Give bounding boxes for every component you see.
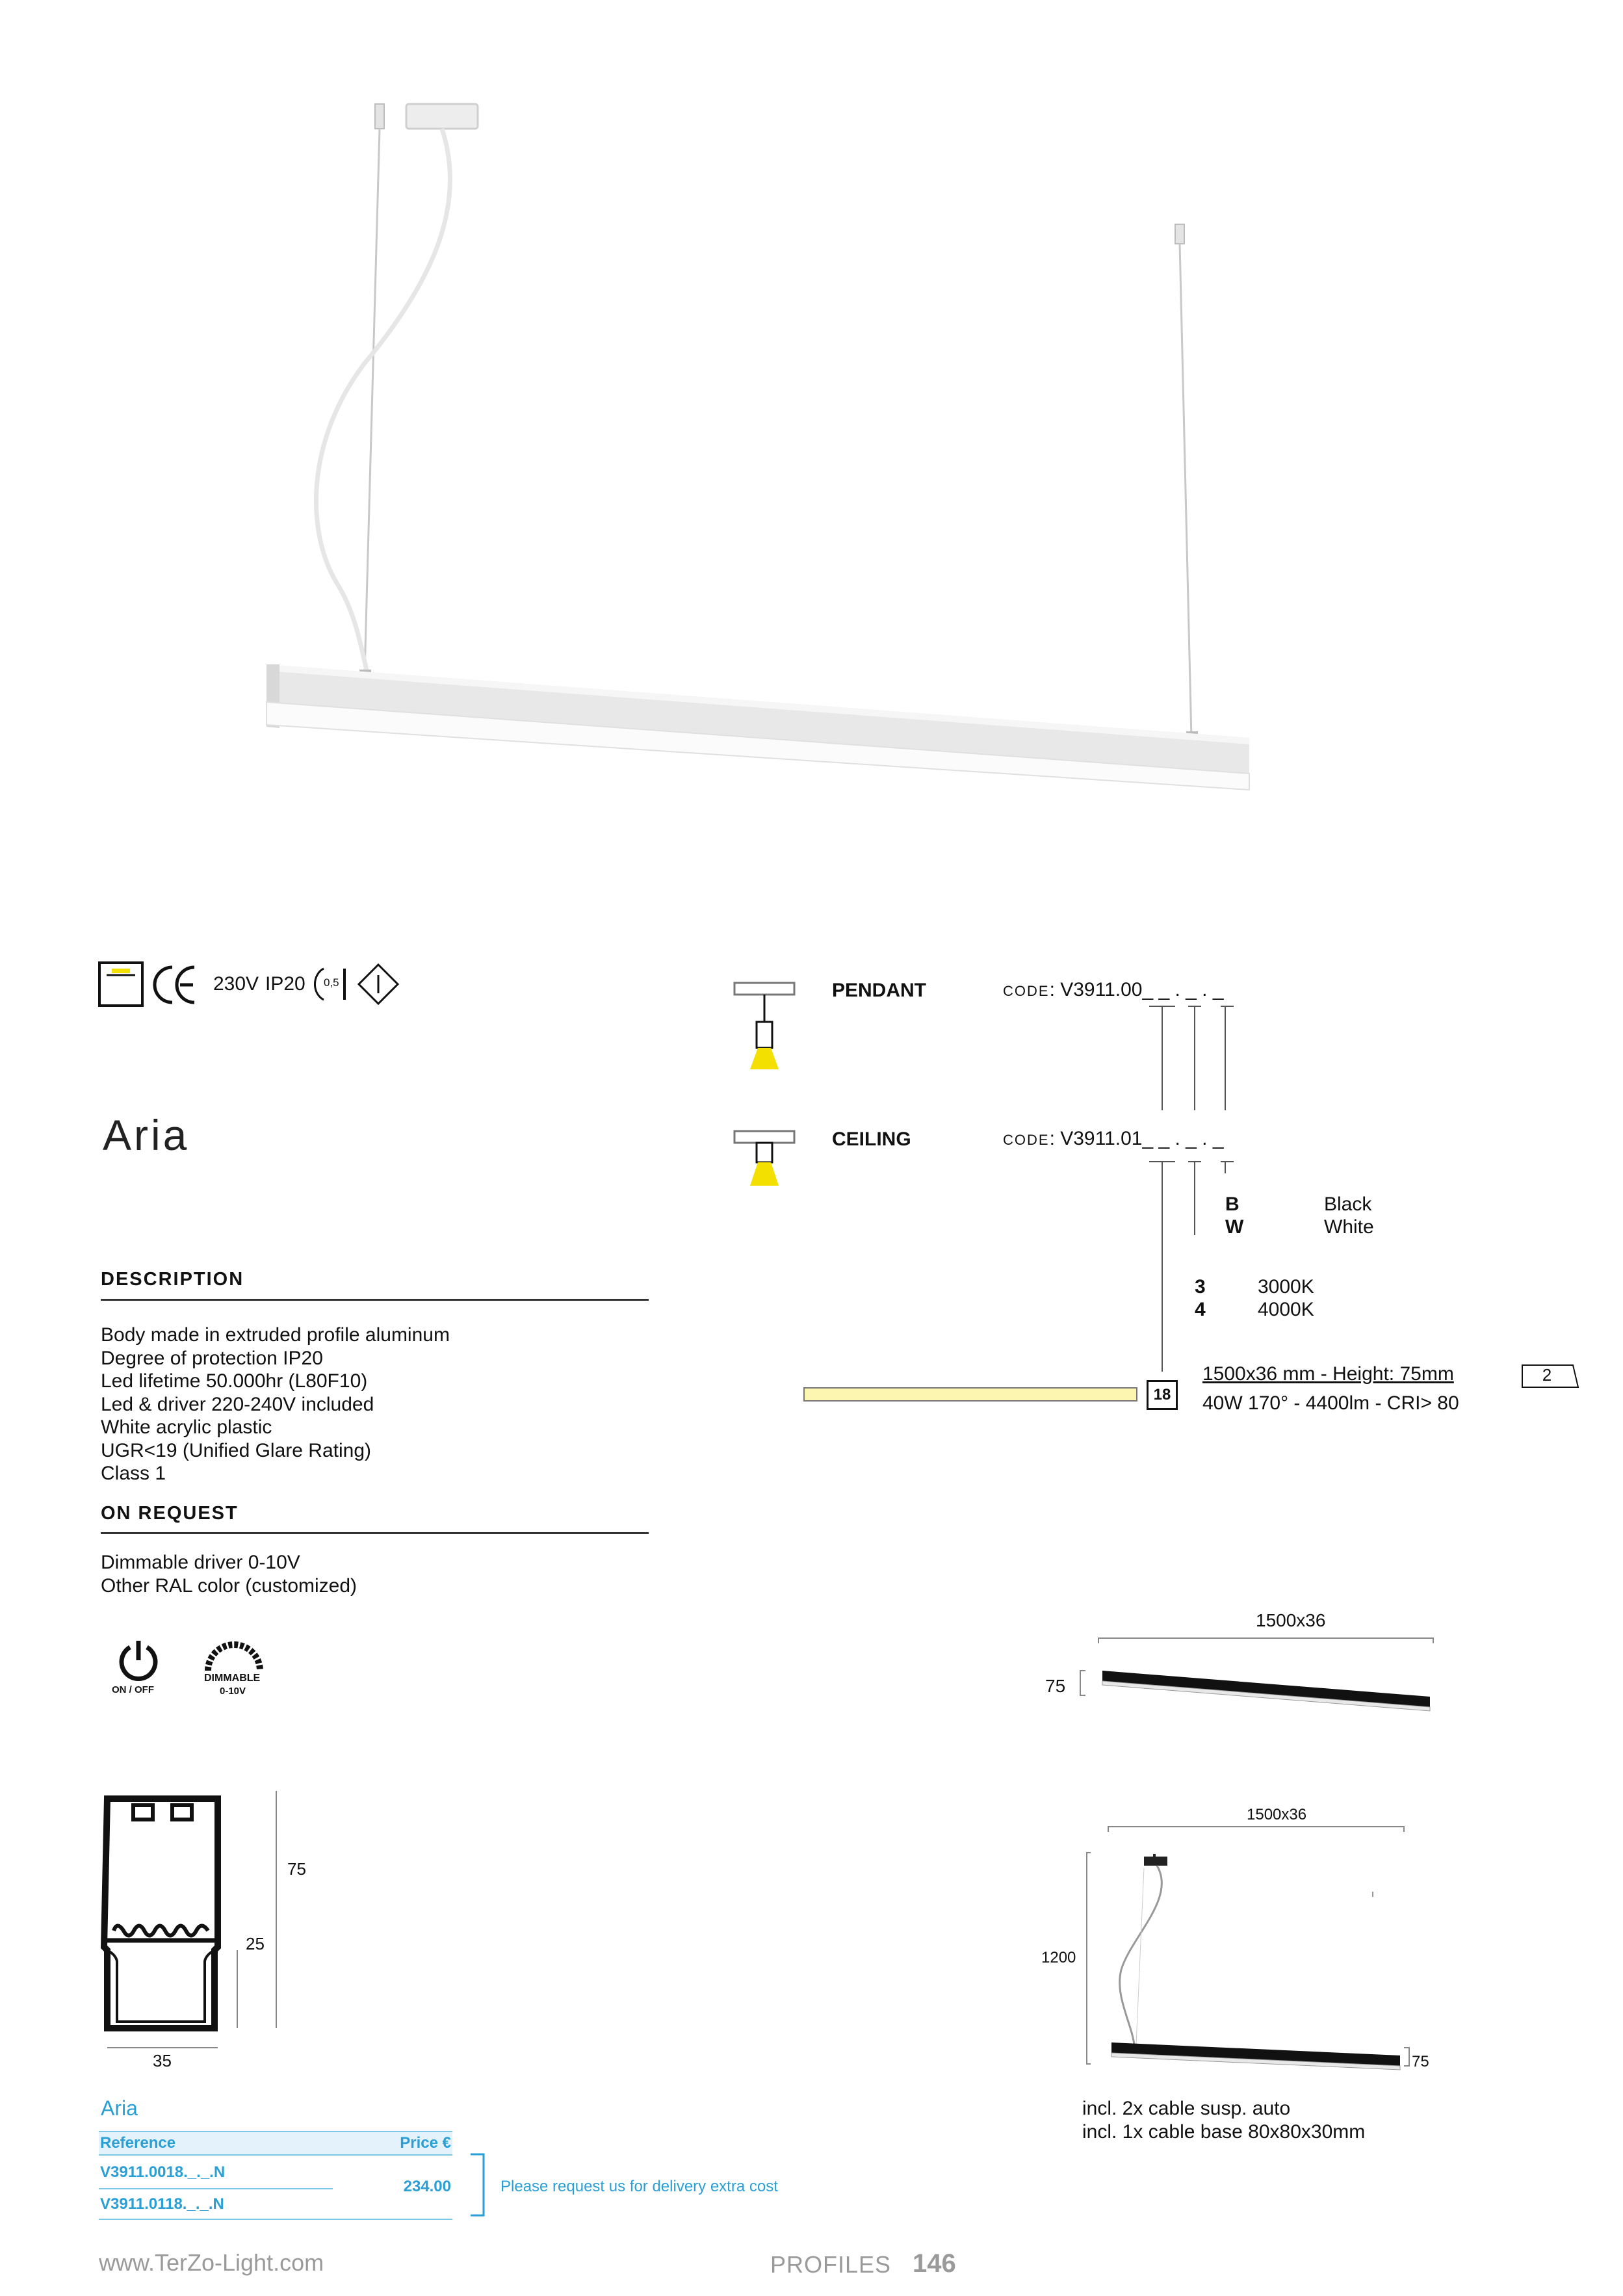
description-line: Degree of protection IP20	[101, 1347, 323, 1369]
delivery-note: Please request us for delivery extra cost	[500, 2178, 778, 2195]
ceiling-code-caption: CODE	[1003, 1132, 1050, 1148]
size-dimensions: 1500x36 mm - Height: 75mm	[1202, 1363, 1454, 1385]
footer-section: PROFILES	[770, 2251, 892, 2278]
on-request-line: Dimmable driver 0-10V	[101, 1552, 300, 1573]
table-bottom-rule	[99, 2219, 452, 2220]
size-badge-value: 18	[1153, 1386, 1171, 1403]
footer-url[interactable]: www.TerZo-Light.com	[99, 2249, 324, 2276]
pack-qty: 2	[1542, 1365, 1552, 1385]
description-line: White acrylic plastic	[101, 1416, 272, 1438]
description-line: Led lifetime 50.000hr (L80F10)	[101, 1370, 368, 1392]
pendant-note: incl. 1x cable base 80x80x30mm	[1082, 2121, 1366, 2143]
dimmable-label: DIMMABLE	[204, 1673, 261, 1684]
certification-row	[97, 961, 403, 1006]
power-icon	[116, 1638, 161, 1684]
voltage-label: 230V	[213, 973, 259, 995]
temperature-name: 3000K	[1258, 1276, 1314, 1298]
description-line: Class 1	[101, 1463, 166, 1484]
pendant-notes	[1082, 2097, 1365, 2144]
product-photo	[0, 0, 1623, 845]
profile-section-drawing	[97, 1791, 435, 2077]
on-request-list	[101, 1551, 357, 1597]
ip-rating-label: IP20	[265, 973, 305, 995]
pendant-note: incl. 2x cable susp. auto	[1082, 2098, 1291, 2119]
color-name: Black	[1324, 1194, 1372, 1215]
description-line: Body made in extruded profile aluminum	[101, 1324, 450, 1346]
description-list	[101, 1324, 450, 1485]
profile-height-total: 75	[287, 1859, 306, 1879]
temperature-name: 4000K	[1258, 1299, 1314, 1320]
onoff-label: ON / OFF	[112, 1684, 154, 1695]
ce-mark-icon	[153, 962, 198, 1008]
size-strip	[803, 1387, 1137, 1402]
price-table	[99, 2131, 452, 2220]
pendant-code	[1003, 979, 1224, 1001]
pendant-dimension-drawing	[1079, 1814, 1417, 2087]
col-reference: Reference	[100, 2134, 176, 2152]
dimmable-sub: 0-10V	[220, 1686, 246, 1697]
size-badge	[1147, 1380, 1178, 1410]
price-bracket	[469, 2153, 489, 2218]
temperature-code: 4	[1195, 1299, 1206, 1320]
on-request-rule	[101, 1532, 649, 1534]
top-drawing-length: 1500x36	[1256, 1610, 1326, 1630]
table-row: V3911.0018._._.N	[100, 2163, 226, 2181]
distance-mark: 0,5	[324, 976, 339, 989]
class-one-icon	[357, 963, 399, 1005]
profile-height-lower: 25	[246, 1934, 265, 1953]
row-divider	[99, 2188, 333, 2189]
color-code: W	[1225, 1216, 1244, 1238]
description-line: UGR<19 (Unified Glare Rating)	[101, 1439, 372, 1461]
table-row: V3911.0118._._.N	[100, 2195, 224, 2213]
ceiling-label: CEILING	[832, 1128, 911, 1150]
description-line: Led & driver 220-240V included	[101, 1393, 374, 1415]
led-module-icon	[97, 961, 144, 1008]
ceiling-icon	[733, 1130, 798, 1214]
color-name: White	[1324, 1216, 1374, 1238]
on-request-heading: ON REQUEST	[101, 1503, 239, 1524]
profile-width: 35	[153, 2051, 172, 2070]
pendant-label: PENDANT	[832, 980, 927, 1001]
description-rule	[101, 1299, 649, 1301]
pendant-code-value: : V3911.00_ _ . _ . _	[1049, 979, 1224, 1000]
price-value: 234.00	[403, 2178, 451, 2195]
pendant-drawing-length: 1500x36	[1247, 1806, 1307, 1823]
pendant-drawing-height: 75	[1412, 2053, 1429, 2070]
size-spec: 40W 170° - 4400lm - CRI> 80	[1202, 1392, 1459, 1414]
description-heading: DESCRIPTION	[101, 1269, 244, 1290]
color-code: B	[1225, 1194, 1240, 1215]
top-dimension-drawing	[1066, 1625, 1430, 1716]
pendant-icon	[733, 982, 798, 1079]
dimmable-icon	[201, 1638, 266, 1677]
price-table-title: Aria	[101, 2096, 138, 2120]
pendant-drawing-suspension: 1200	[1041, 1949, 1076, 1966]
product-title: Aria	[103, 1111, 190, 1159]
col-price: Price €	[400, 2134, 451, 2152]
pendant-code-caption: CODE	[1003, 983, 1050, 999]
ceiling-code-value: : V3911.01_ _ . _ . _	[1049, 1128, 1224, 1149]
temperature-code: 3	[1195, 1276, 1206, 1298]
on-request-line: Other RAL color (customized)	[101, 1574, 357, 1597]
top-drawing-height: 75	[1045, 1676, 1066, 1696]
page-number: 146	[913, 2249, 956, 2278]
